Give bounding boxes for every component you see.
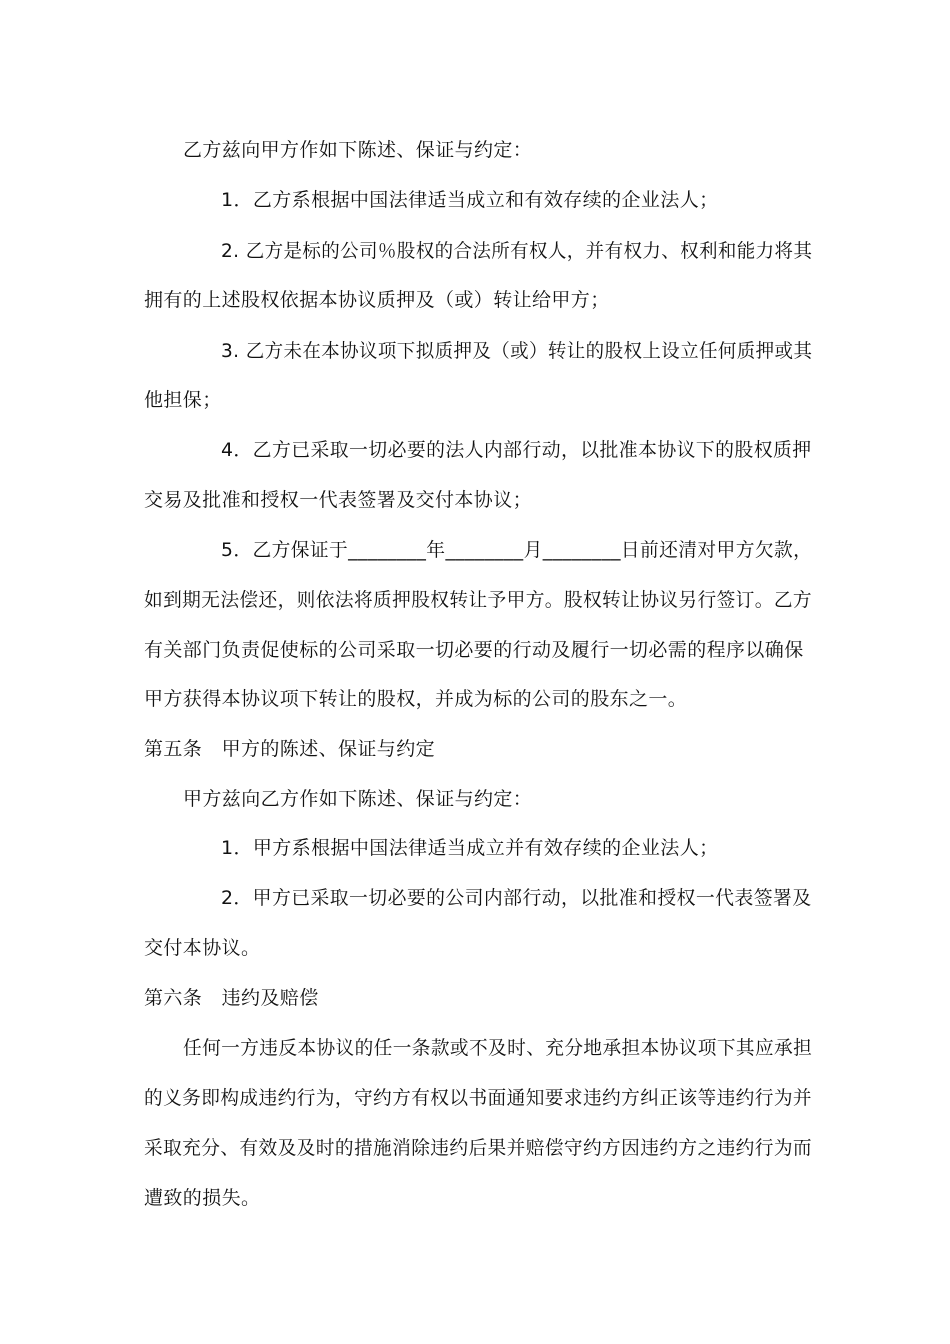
clause-b-4-line2: 交易及批准和授权一代表签署及交付本协议；: [144, 489, 533, 511]
clause-b-3-line2: 他担保；: [144, 389, 222, 411]
clause-b-5-line1: 5．乙方保证于________年________月________日前还清对甲方欠款，: [221, 539, 813, 561]
clause-b-5-line2: 如到期无法偿还，则依法将质押股权转让予甲方。股权转让协议另行签订。乙方: [144, 589, 813, 611]
article-6-heading: 第六条 违约及赔偿: [144, 987, 319, 1009]
clause-b-5-line4: 甲方获得本协议项下转让的股权，并成为标的公司的股东之一。: [144, 688, 688, 710]
clause-b-3-line1: 3. 乙方未在本协议项下拟质押及（或）转让的股权上设立任何质押或其: [221, 340, 813, 362]
clause-b-1: 1．乙方系根据中国法律适当成立和有效存续的企业法人；: [221, 189, 719, 211]
clause-b-2-line2: 拥有的上述股权依据本协议质押及（或）转让给甲方；: [144, 289, 610, 311]
breach-paragraph-line1: 任何一方违反本协议的任一条款或不及时、充分地承担本协议项下其应承担: [183, 1037, 813, 1059]
paragraph-intro-party-b: 乙方兹向甲方作如下陈述、保证与约定：: [183, 139, 533, 161]
paragraph-intro-party-a: 甲方兹向乙方作如下陈述、保证与约定：: [183, 788, 533, 810]
clause-b-5-line3: 有关部门负责促使标的公司采取一切必要的行动及履行一切必需的程序以确保: [144, 639, 804, 661]
breach-paragraph-line3: 采取充分、有效及及时的措施消除违约后果并赔偿守约方因违约方之违约行为而: [144, 1137, 813, 1159]
clause-a-2-line1: 2．甲方已采取一切必要的公司内部行动，以批准和授权一代表签署及: [221, 887, 812, 909]
breach-paragraph-line4: 遭致的损失。: [144, 1187, 261, 1209]
clause-b-2-line1: 2. 乙方是标的公司％股权的合法所有权人，并有权力、权利和能力将其: [221, 240, 813, 262]
article-5-heading: 第五条 甲方的陈述、保证与约定: [144, 738, 436, 760]
clause-a-1: 1．甲方系根据中国法律适当成立并有效存续的企业法人；: [221, 837, 719, 859]
clause-b-4-line1: 4．乙方已采取一切必要的法人内部行动，以批准本协议下的股权质押: [221, 439, 812, 461]
breach-paragraph-line2: 的义务即构成违约行为，守约方有权以书面通知要求违约方纠正该等违约行为并: [144, 1087, 813, 1109]
clause-a-2-line2: 交付本协议。: [144, 937, 261, 959]
